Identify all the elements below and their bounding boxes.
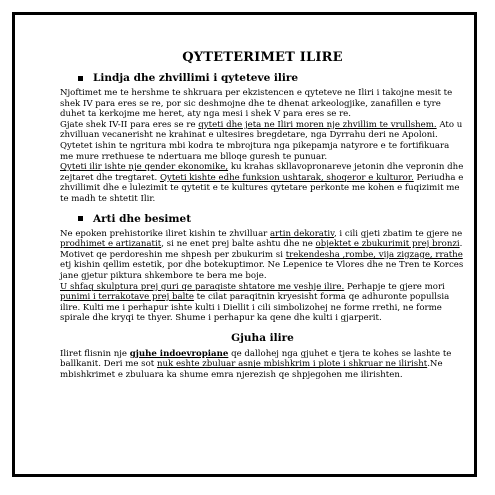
- text: etj kishin qellim estetik, por dhe botekuptimor. Ne Lepenice te Vlores dhe ne Tren te Korces jane gjetur piktura shkembore te bera me boje.: [60, 260, 464, 281]
- section-1-body: [60, 88, 465, 205]
- bullet-icon: [78, 216, 83, 221]
- paragraph: [60, 120, 465, 162]
- section-3-body: [60, 349, 465, 381]
- section-2-body: [60, 229, 465, 324]
- document-title: QYTETERIMET ILIRE: [182, 50, 343, 65]
- section-heading-3: Gjuha ilire: [231, 331, 294, 344]
- paragraph: [60, 162, 465, 204]
- section-heading-2: [78, 213, 465, 225]
- underlined-text: prodhimet e artizanatit: [60, 239, 162, 250]
- text: te cilat paraqitnin kryesisht forma qe adhuronte popullsia ilire. Kulti me i perhapur ishte kulti i Diellit i cili simbolizohej ne forme rrethi, ne forme spirale dhe kryqi te thyer. Shume i perhapur ka qene dhe kulti i gjarperit.: [60, 292, 450, 324]
- text: Perhapje te gjere mori: [344, 281, 445, 292]
- text: Ato u zhvilluan vecanerisht ne krahinat e ultesires bregdetare, nga Dyrrahu deri ne Apoloni. Qytetet ishin te ngritura mbi kodra te mbrojtura nga pikepamja natyrore e te fortifikuara me mure rrethuese te ndertuara me blloqe guresh te punuar.: [60, 119, 463, 162]
- text: Ne epoken prehistorike iliret kishin te zhvilluar: [60, 228, 271, 239]
- text: , si ne enet prej balte ashtu dhe ne: [161, 239, 316, 250]
- section-heading-2-text: Arti dhe besimet: [93, 212, 192, 225]
- underlined-text: trekendesha ,rombe, vija zigzage, rrathe: [285, 249, 463, 260]
- text: Gjate shek IV-II para eres se re: [60, 119, 199, 130]
- text: . Motivet qe perdoreshin me shpesh per zbukurim si: [60, 239, 463, 260]
- text: Iliret flisnin nje: [60, 348, 130, 359]
- underlined-text: U shfaq skulptura prej guri qe paraqiste shtatore me veshje ilire.: [60, 281, 345, 292]
- underlined-text: Qyteti kishte edhe funksion ushtarak, shoqeror e kulturor.: [159, 172, 414, 183]
- section-heading-1: [78, 72, 465, 84]
- text: qe dallohej nga gjuhet e tjera te kohes se lashte te ballkanit. Deri me sot: [60, 348, 452, 370]
- text: .Ne mbishkrimet e zbuluara ka shume emra njerezish qe shpjegohen me ilirishten.: [60, 359, 443, 381]
- document-content: [60, 50, 465, 389]
- paragraph: [60, 229, 465, 282]
- paragraph: Njoftimet me te hershme te shkruara per ekzistencen e qyteteve ne Iliri i takojne mesit te shek IV para eres se re, por sic deshmojne dhe te dhenat arkeologjike, zanafillen e tyre duhet ta kerkojme me heret, aty nga mesi i shek V para eres se re.: [60, 88, 453, 120]
- underlined-text: objektet e zbukurimit prej bronzi: [315, 239, 460, 250]
- underlined-text: punimi i terrakotave prej balte: [60, 292, 194, 303]
- underlined-text: Qyteti ilir ishte nje qender ekonomike,: [60, 162, 229, 173]
- paragraph: [60, 349, 465, 381]
- text: , i cili gjeti zbatim te gjere ne: [333, 228, 463, 239]
- bold-underlined-text: gjuhe indoevropiane: [129, 348, 229, 359]
- underlined-text: artin dekorativ: [270, 228, 334, 239]
- document-page: [12, 12, 477, 477]
- underlined-text: qyteti dhe jeta ne Iliri moren nje zhvillim te vrullshem.: [198, 119, 437, 130]
- paragraph: [60, 282, 465, 324]
- section-heading-1-text: Lindja dhe zhvillimi i qyteteve ilire: [93, 72, 299, 84]
- text: Periudha e zhvillimit dhe e lulezimit te qytetit e te kultures qytetare perkonte me kohen e fuqizimit me te madh te shtetit Ilir.: [60, 172, 464, 204]
- text: ku krahas skllavopronareve jetonin dhe vepronin dhe zejtaret dhe tregtaret.: [60, 162, 464, 183]
- bullet-icon: [78, 76, 83, 81]
- underlined-text: nuk eshte zbuluar asnje mbishkrim i plote i shkruar ne ilirisht: [156, 359, 428, 370]
